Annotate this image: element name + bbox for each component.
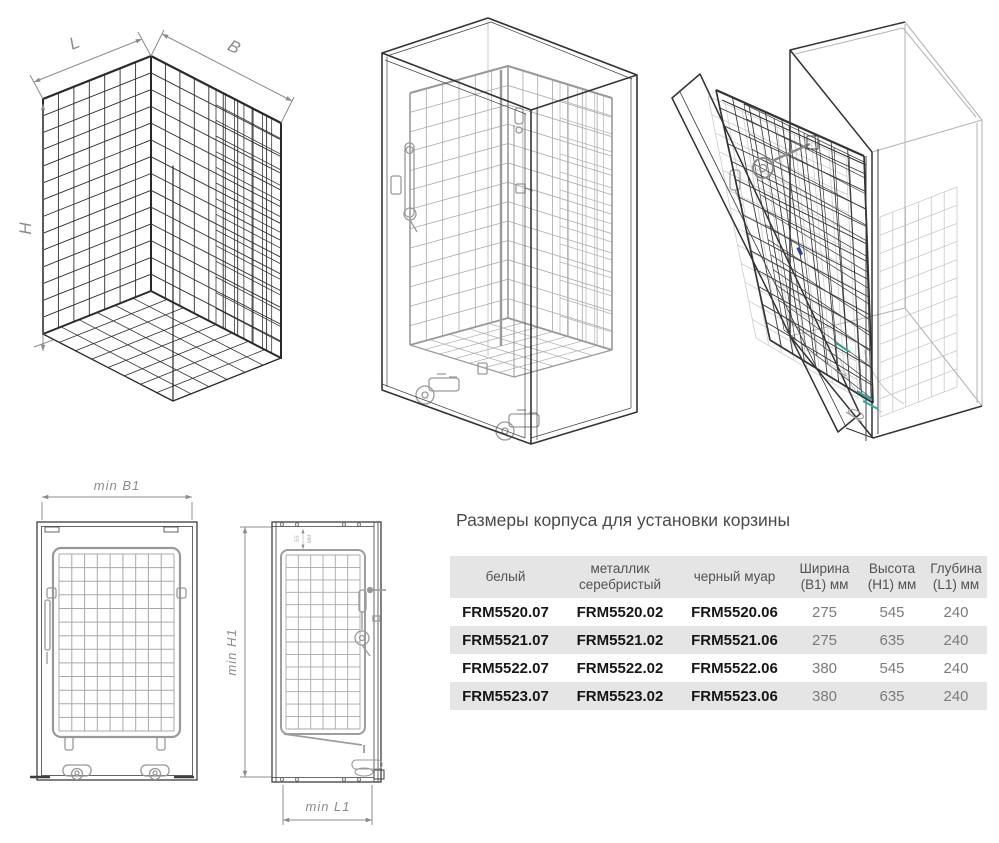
side-view-drawing xyxy=(224,498,400,843)
dim-label-offset-unit: мм xyxy=(306,534,313,544)
cell-height: 545 xyxy=(879,659,905,677)
basket-left-wall-mesh xyxy=(43,56,151,334)
cell-code: FRM5523.06 xyxy=(691,687,778,705)
cell-width: 380 xyxy=(811,659,838,677)
header-cell-white: белый xyxy=(485,569,526,585)
cell-code: FRM5522.07 xyxy=(462,659,549,677)
inner-basket-bottom-mesh xyxy=(410,318,612,377)
cell-code: FRM5521.02 xyxy=(576,631,664,649)
cell-code: FRM5523.02 xyxy=(576,687,664,705)
inner-basket-left-mesh xyxy=(410,66,508,345)
table-row xyxy=(450,682,987,710)
height-dimension xyxy=(240,527,272,777)
ghost-basket-mesh xyxy=(880,187,957,417)
dim-label-h: H xyxy=(16,221,35,235)
cell-depth: 240 xyxy=(943,659,969,677)
cell-depth: 240 xyxy=(943,687,969,705)
table-header-row xyxy=(450,556,987,598)
side-basket-bottom-wire xyxy=(284,734,364,753)
header-cell-black: черный муар xyxy=(693,569,776,585)
cell-depth: 240 xyxy=(943,603,969,621)
cell-code: FRM5523.07 xyxy=(462,687,549,705)
cabinet-closed-drawing xyxy=(365,8,661,452)
header-cell-silver: металлик серебристый xyxy=(578,561,662,593)
dim-label-b1: min B1 xyxy=(93,478,141,493)
dim-label-b: B xyxy=(224,35,245,59)
cell-height: 635 xyxy=(879,631,905,649)
table-row xyxy=(450,598,987,626)
header-cell-width: Ширина (B1) мм xyxy=(799,561,850,593)
dimensions-table xyxy=(450,556,987,710)
cabinet-front-frame xyxy=(30,522,197,780)
front-view-drawing xyxy=(26,474,208,808)
dim-label-l: L xyxy=(66,32,84,54)
header-cell-depth: Глубина (L1) мм xyxy=(930,561,982,593)
cell-code: FRM5520.02 xyxy=(576,603,664,621)
cell-width: 275 xyxy=(811,631,838,649)
cell-code: FRM5521.07 xyxy=(462,631,549,649)
cabinet-open-drawing xyxy=(660,10,996,456)
table-row xyxy=(450,654,987,682)
roller-wheels xyxy=(416,374,539,440)
side-basket-grid xyxy=(286,555,360,729)
cell-depth: 240 xyxy=(943,631,969,649)
basket-bottom-mesh xyxy=(43,291,281,401)
cell-code: FRM5522.06 xyxy=(691,659,778,677)
table-row xyxy=(450,626,987,654)
cell-code: FRM5521.06 xyxy=(691,631,778,649)
width-dimension xyxy=(42,497,192,520)
cell-width: 275 xyxy=(811,603,838,621)
hinge-pin-accent xyxy=(796,247,803,256)
cell-code: FRM5522.02 xyxy=(576,659,664,677)
cell-height: 545 xyxy=(879,603,905,621)
section-title: Размеры корпуса для установки корзины xyxy=(456,510,791,530)
dim-label-l1: min L1 xyxy=(305,799,351,814)
cell-width: 380 xyxy=(811,687,838,705)
cell-code: FRM5520.07 xyxy=(462,603,549,621)
front-hardware xyxy=(45,588,186,780)
dim-label-offset-value: 55 xyxy=(294,535,301,543)
header-cell-height: Высота (H1) мм xyxy=(867,561,917,593)
cell-code: FRM5520.06 xyxy=(691,603,778,621)
cabinet-frame xyxy=(382,18,637,444)
cell-height: 635 xyxy=(879,687,905,705)
dim-label-h1: min H1 xyxy=(224,628,239,676)
front-basket-grid xyxy=(59,554,174,731)
isometric-basket-drawing xyxy=(16,6,320,434)
